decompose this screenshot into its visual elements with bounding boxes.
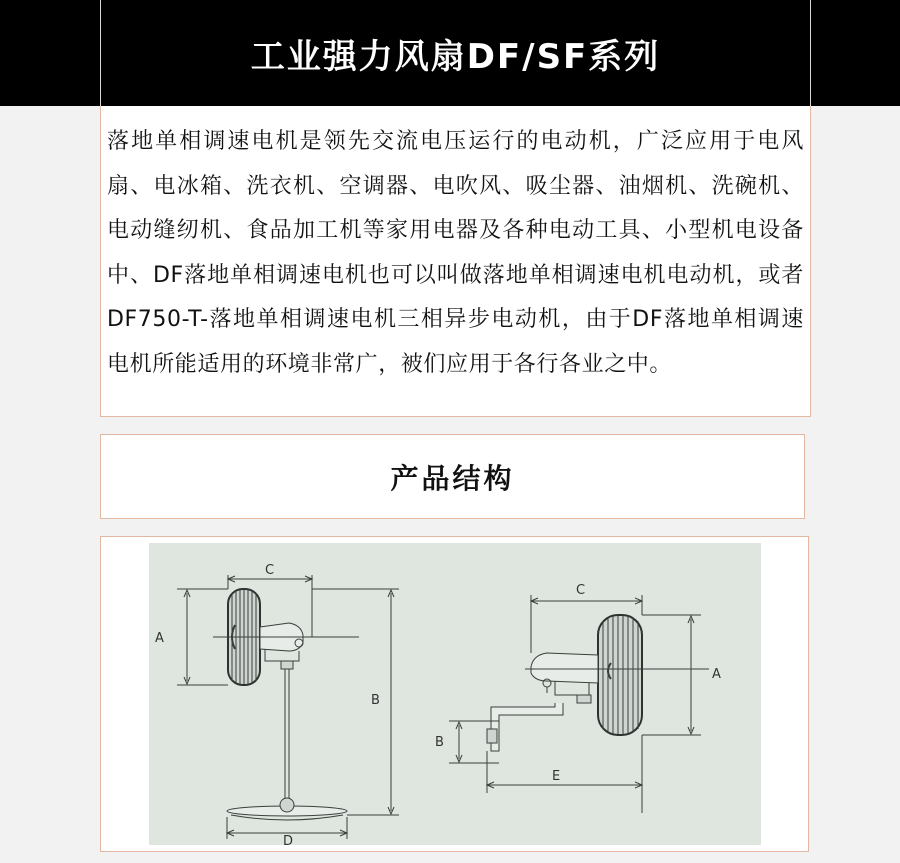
wall-fan-collar (577, 695, 591, 703)
wall-fan-guard (598, 615, 642, 735)
diagram-frame (100, 536, 809, 852)
floor-fan-label-a: A (155, 631, 164, 646)
floor-fan-label-c: C (265, 563, 275, 578)
wall-fan-motor (531, 653, 598, 683)
section-header (100, 434, 805, 519)
wall-fan-label-b: B (435, 735, 444, 750)
wall-fan-wall-plate (487, 729, 497, 743)
intro-panel (100, 106, 811, 417)
title-box (100, 0, 811, 106)
wall-fan-label-a: A (712, 667, 721, 682)
intro-text: 落地单相调速电机是领先交流电压运行的电动机，广泛应用于电风扇、电冰箱、洗衣机、空调器、电吹风、吸尘器、油烟机、洗碗机、电动缝纫机、食品加工机等家用电器及各种电动工具、小型机电设备中、DF落地单相调速电机也可以叫做落地单相调速电机电动机，或者DF750-T-落地单相调速电机三相异步电动机，由于DF落地单相调速电机所能适用的环境非常广，被们应用于各行各业之中。 (107, 129, 804, 377)
product-structure-diagram (149, 543, 761, 845)
floor-fan-label-b: B (371, 693, 380, 708)
floor-fan-collar (281, 661, 293, 669)
wall-fan-label-e: E (552, 769, 561, 784)
section-title: 产品结构 (390, 461, 515, 495)
floor-fan-base-hub (280, 798, 294, 812)
floor-fan-label-d: D (283, 834, 294, 845)
page-title: 工业强力风扇DF/SF系列 (250, 36, 661, 77)
wall-fan-label-c: C (576, 583, 586, 598)
